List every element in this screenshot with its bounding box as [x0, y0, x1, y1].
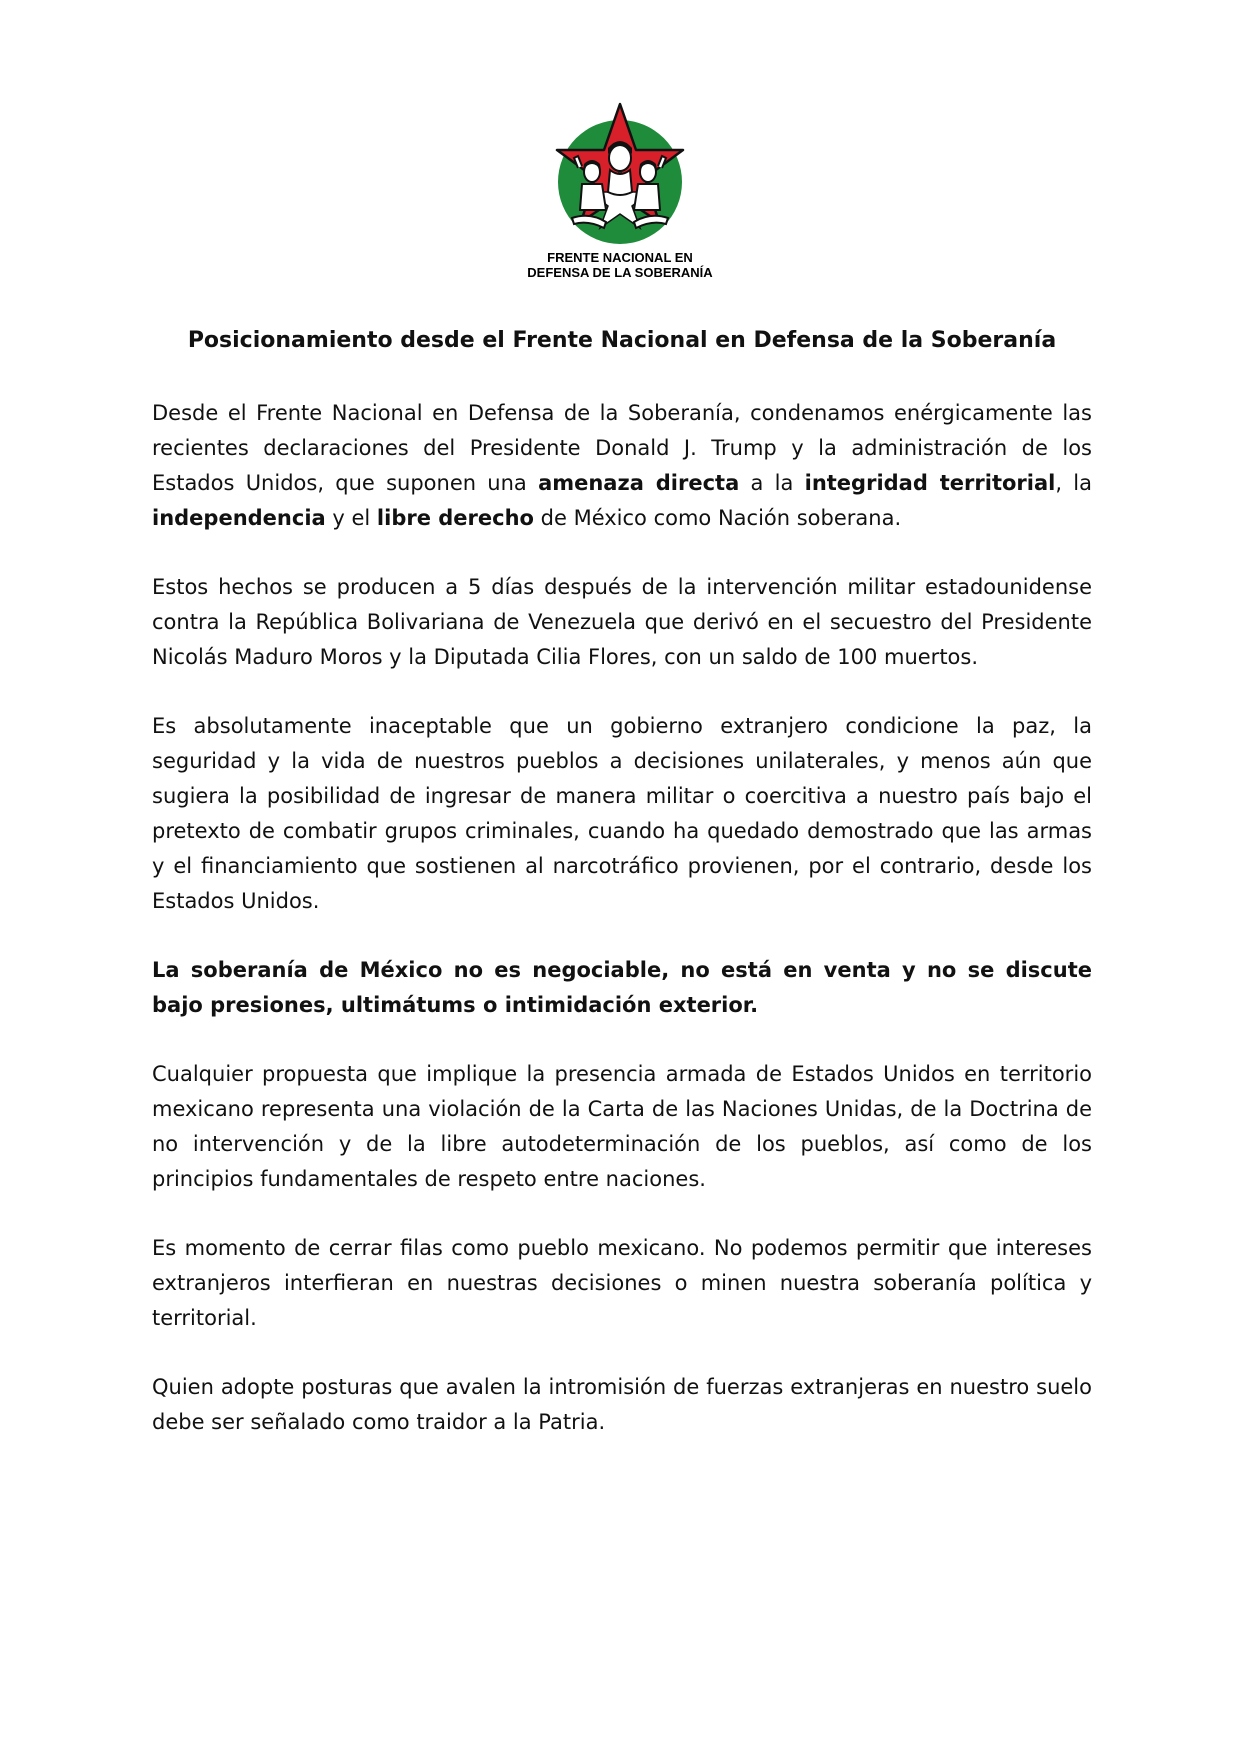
p1-text-2: a la: [739, 471, 805, 495]
organization-logo: [520, 100, 720, 290]
p1-text-4: y el: [325, 506, 377, 530]
p1-bold-1: amenaza directa: [538, 471, 740, 495]
paragraph-3: Es absolutamente inaceptable que un gobierno extranjero condicione la paz, la seguridad y la vida de nuestros pueblos a decisiones unilaterales, y menos aún que sugiera la posibilidad de ingresar de manera militar o coercitiva a nuestro país bajo el pretexto de combatir grupos criminales, cuando ha quedado demostrado que las armas y el financiamiento que sostienen al narcotráfico provienen, por el contrario, desde los Estados Unidos.: [152, 714, 1092, 913]
p1-text-1: Desde el Frente Nacional en Defensa de la Soberanía, condenamos enérgicamente las recientes declaraciones del Presidente Donald J. Trump y la administración de los Estados Unidos, que suponen una: [152, 401, 1092, 495]
paragraph-1: [152, 396, 1092, 536]
star-emblem-icon: [520, 100, 720, 250]
logo-caption: [520, 250, 720, 280]
p1-text-3: , la: [1055, 471, 1092, 495]
logo-caption-line2: DEFENSA DE LA SOBERANÍA: [527, 265, 713, 280]
paragraph-7: Quien adopte posturas que avalen la intromisión de fuerzas extranjeras en nuestro suelo debe ser señalado como traidor a la Patria.: [152, 1375, 1092, 1434]
paragraph-5: Cualquier propuesta que implique la presencia armada de Estados Unidos en territorio mexicano representa una violación de la Carta de las Naciones Unidas, de la Doctrina de no intervención y de la libre autodeterminación de los pueblos, así como de los principios fundamentales de respeto entre naciones.: [152, 1062, 1092, 1191]
p1-bold-3: independencia: [152, 506, 326, 530]
paragraph-2: Estos hechos se producen a 5 días después de la intervención militar estadounidense contra la República Bolivariana de Venezuela que derivó en el secuestro del Presidente Nicolás Maduro Moros y la Diputada Cilia Flores, con un saldo de 100 muertos.: [152, 575, 1092, 669]
p1-bold-4: libre derecho: [376, 506, 534, 530]
p1-bold-2: integridad territorial: [804, 471, 1056, 495]
paragraph-4-statement: La soberanía de México no es negociable, no está en venta y no se discute bajo presiones, ultimátums o intimidación exterior.: [152, 958, 1092, 1017]
document-body: [152, 396, 1092, 1440]
document-title: Posicionamiento desde el Frente Nacional en Defensa de la Soberanía: [187, 328, 1057, 353]
logo-caption-line1: FRENTE NACIONAL EN: [547, 250, 693, 265]
p1-text-5: de México como Nación soberana.: [533, 506, 902, 530]
paragraph-6: Es momento de cerrar filas como pueblo mexicano. No podemos permitir que intereses extranjeros interfieran en nuestras decisiones o minen nuestra soberanía política y territorial.: [152, 1236, 1092, 1330]
